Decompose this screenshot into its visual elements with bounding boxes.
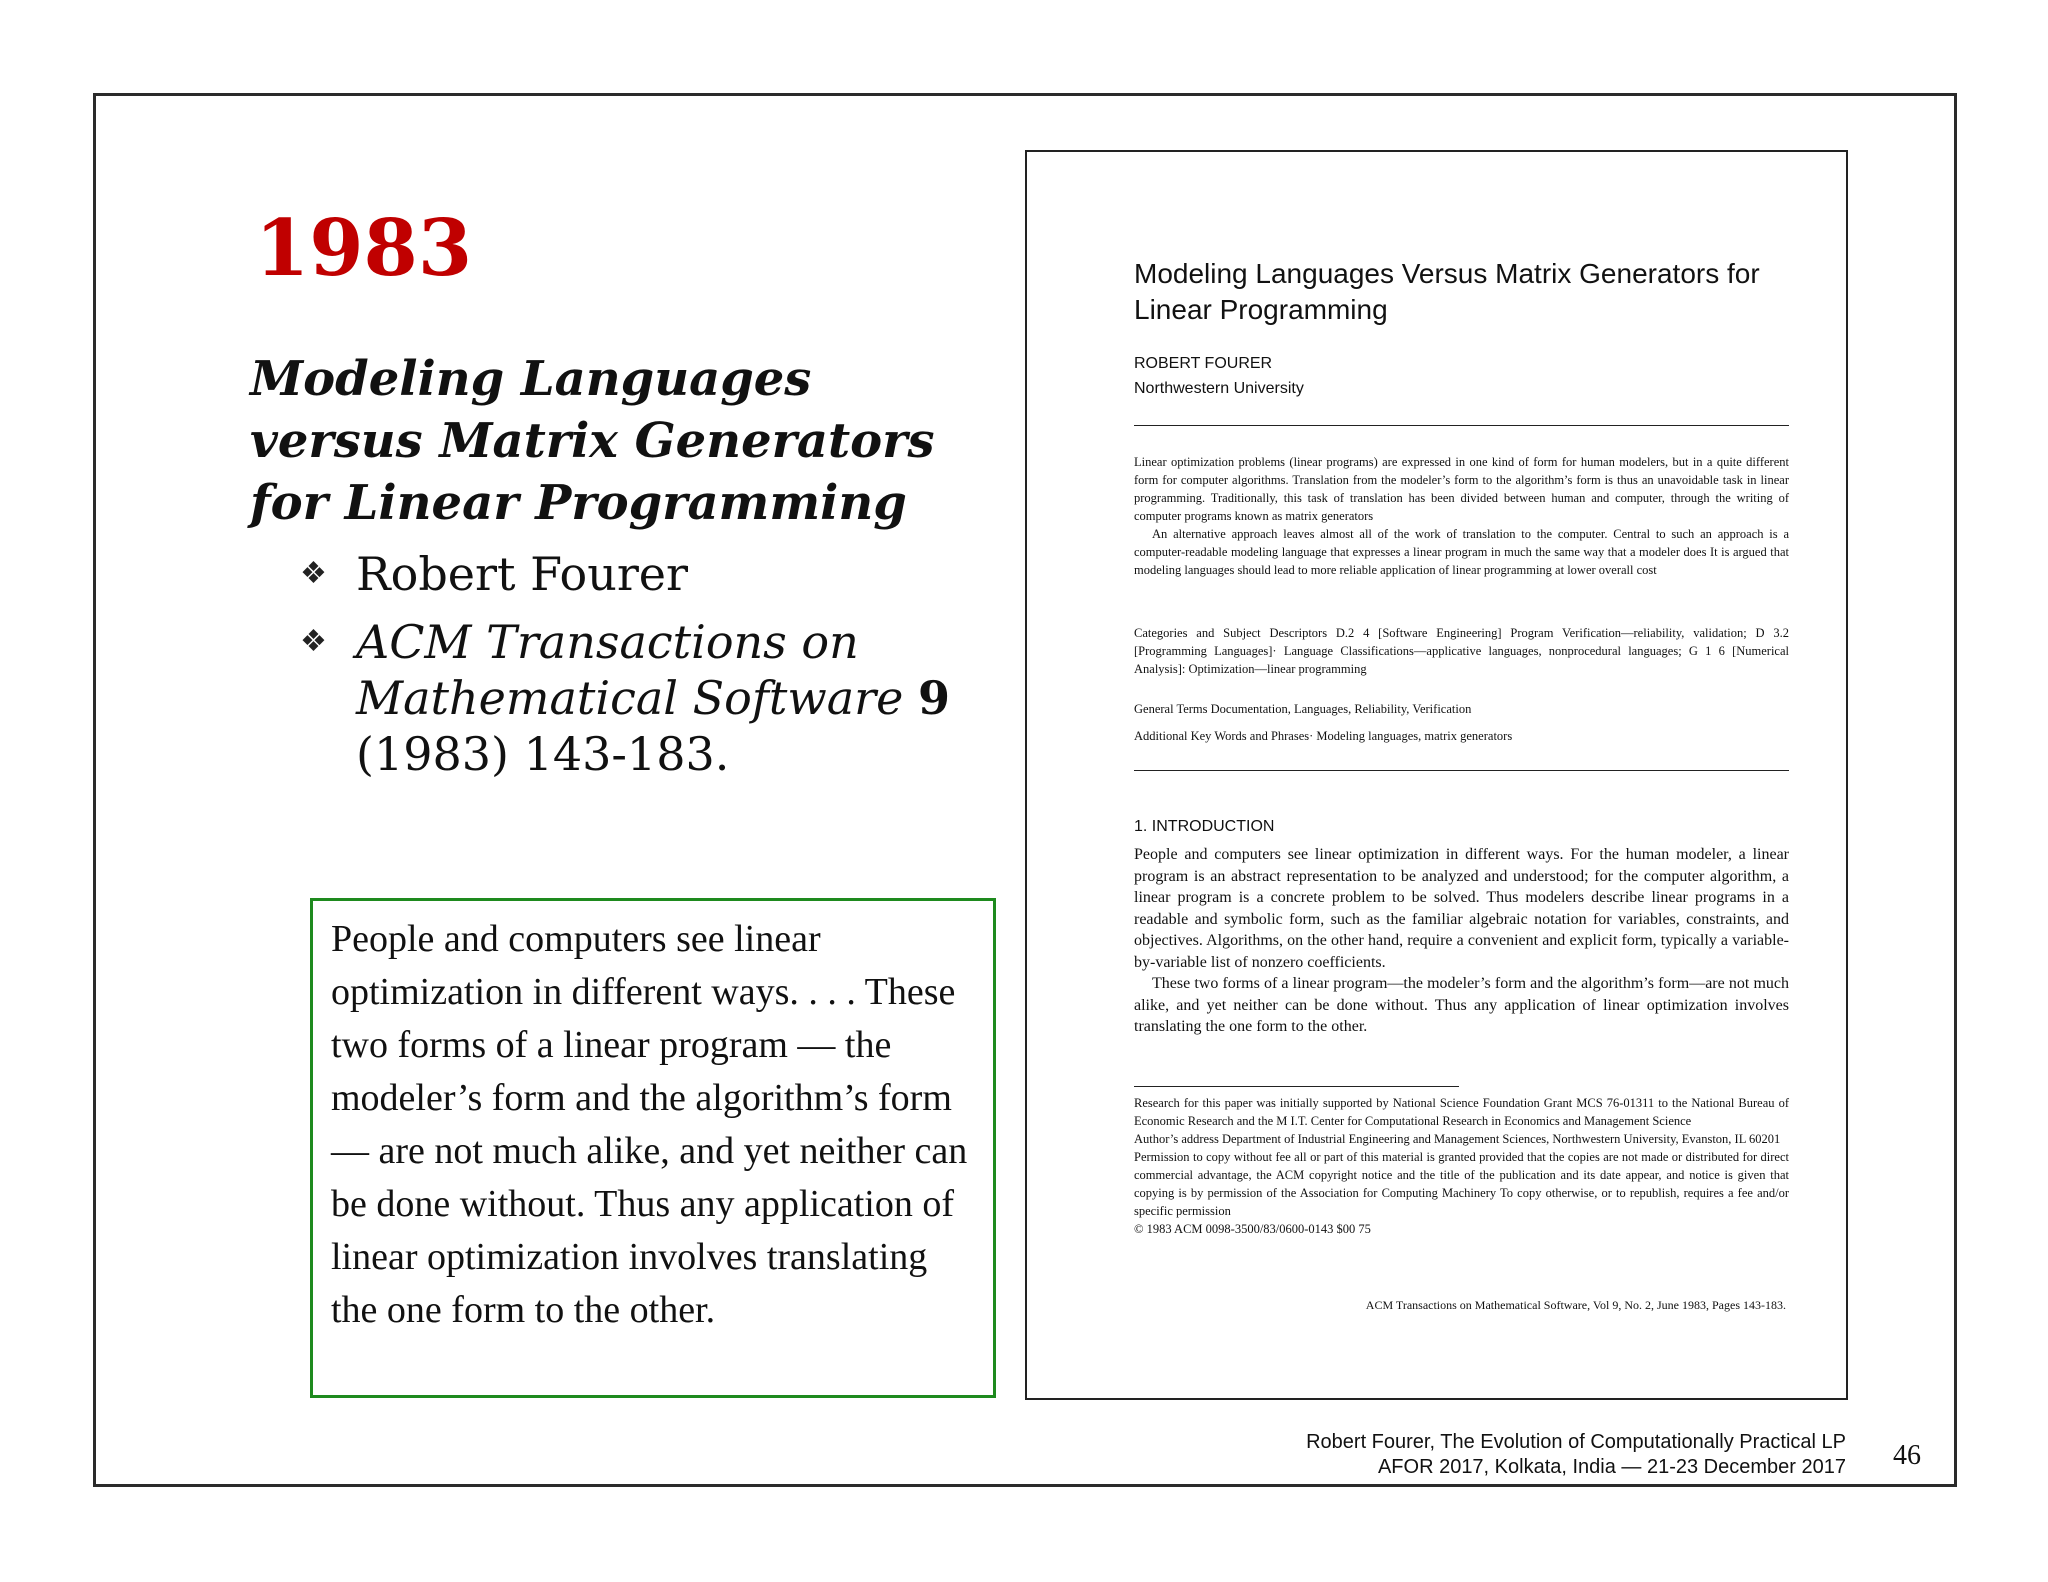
paper-author: ROBERT FOURER [1134,355,1273,372]
quote-text: People and computers see linear optimization in different ways. . . . These two forms of a linear program — the modeler’s form and the algorithm’s form — are not much alike, and yet neither can be done without. Thus any application of linear optimization involves translating the one form to the other. [331,918,968,1331]
paper-abstract [1134,453,1789,579]
journal-name: ACM Transactions on Mathematical Software [356,615,904,725]
paper-keywords: Additional Key Words and Phrases· Modeling languages, matrix generators [1134,729,1513,743]
footer-line-1: Robert Fourer, The Evolution of Computationally Practical LP [1306,1431,1846,1453]
quote-box [310,898,996,1398]
paper-section-heading: 1. INTRODUCTION [1134,818,1275,835]
diamond-bullet-icon: ❖ [300,556,327,591]
slide-title: Modeling Languages versus Matrix Generators for Linear Programming [250,351,935,531]
paper-title: Modeling Languages Versus Matrix Generators for Linear Programming [1134,258,1760,325]
footnote-address: Author’s address Department of Industrial Engineering and Management Sciences, Northwestern University, Evanston, IL 60201 [1134,1132,1781,1146]
footnote-copyright: © 1983 ACM 0098-3500/83/0600-0143 $00 75 [1134,1222,1371,1236]
slide-footer [1306,1430,1846,1480]
bullet-author [300,546,960,602]
paper-rule-top [1134,425,1789,426]
diamond-bullet-icon: ❖ [300,624,327,659]
paper-introduction [1134,844,1789,1038]
paper-affiliation: Northwestern University [1134,380,1304,397]
journal-pages: (1983) 143-183. [356,727,730,781]
paper-categories: Categories and Subject Descriptors D.2 4 [Software Engineering] Program Verification—reliability, validation; D 3.2 [Programming Languages]· Language Classifications—applicative languages, nonprocedural languages; G 1 6 [Numerical Analysis]: Optimization—linear programming [1134,626,1789,676]
intro-paragraph-2: These two forms of a linear program—the modeler’s form and the algorithm’s form—are not much alike, and yet neither can be done without. Thus any application of linear optimization involves translating the one form to the other. [1134,975,1789,1035]
author-name: Robert Fourer [356,547,689,601]
footer-line-2: AFOR 2017, Kolkata, India — 21-23 December 2017 [1377,1456,1846,1478]
journal-volume: 9 [917,671,950,725]
footnote-permission: Permission to copy without fee all or part of this material is granted provided that the copies are not made or distributed for direct commercial advantage, the ACM copyright notice and the title of the publication and its date appear, and notice is given that copying is by permission of the Association for Computing Machinery To copy otherwise, or to republish, requires a fee and/or specific permission [1134,1150,1789,1218]
slide-year: 1983 [255,203,473,294]
bullet-journal [300,614,960,782]
page-number: 46 [1893,1440,1921,1471]
citation-bullets [300,546,960,794]
footnote-research: Research for this paper was initially supported by National Science Foundation Grant MCS 76-01311 to the National Bureau of Economic Research and the M I.T. Center for Computational Research in Economics and Management Science [1134,1096,1789,1128]
abstract-paragraph-2: An alternative approach leaves almost all of the work of translation to the computer. Central to such an approach is a computer-readable modeling language that expresses a linear program in much the same way that a modeler does It is argued that modeling languages should lead to more reliable application of linear programming at lower overall cost [1134,527,1789,577]
paper-first-page [1025,150,1848,1400]
paper-rule-middle [1134,770,1789,771]
paper-footnotes [1134,1094,1789,1238]
abstract-paragraph-1: Linear optimization problems (linear programs) are expressed in one kind of form for human modelers, but in a quite different form for computer algorithms. Translation from the modeler’s form to the algorithm’s form is thus an unavoidable task in linear programming. Traditionally, this task of translation has been divided between human and computer, through the writing of computer programs known as matrix generators [1134,455,1789,523]
paper-footnote-rule [1134,1086,1459,1087]
paper-general-terms: General Terms Documentation, Languages, Reliability, Verification [1134,702,1472,716]
paper-journal-line: ACM Transactions on Mathematical Software, Vol 9, No. 2, June 1983, Pages 143-183. [1365,1298,1786,1312]
intro-paragraph-1: People and computers see linear optimization in different ways. For the human modeler, a linear program is an abstract representation to be analyzed and understood; for the computer algorithm, a linear program is a concrete problem to be solved. Thus modelers describe linear programs in a readable and symbolic form, such as the familiar algebraic notation for variables, constraints, and objectives. Algorithms, on the other hand, require a convenient and explicit form, typically a variable-by-variable list of nonzero coefficients. [1134,846,1789,971]
